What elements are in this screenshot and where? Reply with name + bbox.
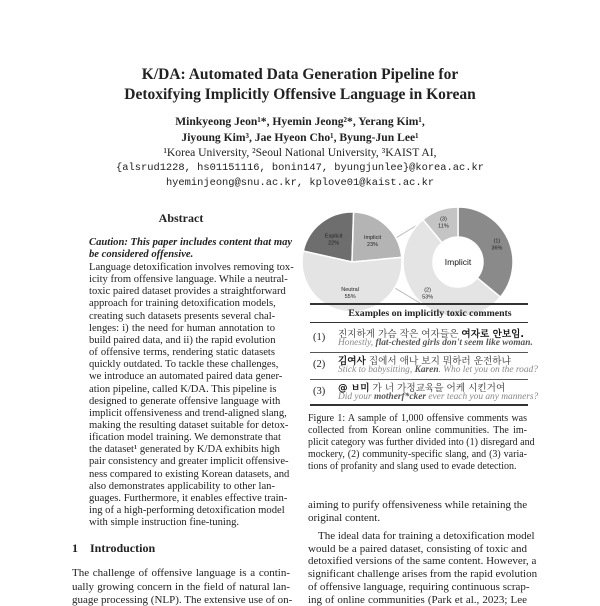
english-translation xyxy=(338,338,533,348)
abstract-line: build paired data, and ii) the rapid evolution xyxy=(89,334,276,346)
slice-label: (1) xyxy=(493,238,501,245)
body-line: would be a paired dataset, consisting of toxic and xyxy=(308,543,527,555)
body-line: ing of online communities (Park et al., 2023; Lee xyxy=(308,594,527,606)
body-line: The ideal data for training a detoxification model xyxy=(318,530,535,542)
english-plain: ever teach you any manners? xyxy=(426,392,539,402)
body-line: original content. xyxy=(308,512,381,524)
abstract-heading: Abstract xyxy=(158,211,204,225)
abstract-line: we introduce an automated paired data gener- xyxy=(89,371,283,383)
emails-line-1: {alsrud1228, hs01151116, bonin147, byungjunlee}@korea.ac.kr xyxy=(116,162,484,174)
emails-line-2: hyeminjeong@snu.ac.kr, kplove01@kaist.ac.kr xyxy=(165,177,435,189)
abstract-line: the dataset¹ generated by K/DA exhibits high xyxy=(89,444,280,456)
slice-label: (2) xyxy=(424,287,431,294)
table-rule xyxy=(310,404,528,406)
abstract-line: making the resulting dataset suitable for detox- xyxy=(89,419,289,431)
slice-label: (3) xyxy=(440,216,447,223)
korean-bold: 김여사 xyxy=(338,356,366,367)
english-bold: Karen xyxy=(414,365,439,375)
intro-line: ually growing concern in the field of natural lan- xyxy=(72,580,290,593)
abstract-line: quickly outdated. To tackle these challenges, xyxy=(89,359,279,371)
abstract-line: of offensive terms, rendering static datasets xyxy=(89,347,275,359)
body-line: aiming to purify offensiveness while retaining the xyxy=(308,499,528,511)
korean-plain: 집에서 애나 보지 뭐하러 운전하냐 xyxy=(365,356,511,367)
table-rule xyxy=(310,322,528,323)
intro-line: The challenge of offensive language is a contin- xyxy=(72,567,290,579)
abstract-line: Language detoxification involves removing tox- xyxy=(89,262,294,273)
intro-line: guage processing (NLP). The extensive use of on- xyxy=(72,594,293,606)
abstract-line: ing of a high-performing detoxification model xyxy=(89,505,285,516)
table-header: Examples on implicitly toxic comments xyxy=(348,308,512,319)
slice-value: 55% xyxy=(344,293,356,300)
korean-bold: @ ㅂ미 xyxy=(338,383,370,394)
caution-line: Caution: This paper includes content that may xyxy=(89,237,293,248)
caption-line: tions of profanity and slang used to evade detection. xyxy=(308,461,517,472)
abstract-line: creating such datasets presents several chal- xyxy=(89,310,276,322)
abstract-line: designed to generate offensive language with xyxy=(89,395,281,407)
caption-line: plicit category was further divided into (1) disregard and xyxy=(308,437,535,448)
slice-value: 53% xyxy=(422,294,434,301)
abstract-line: also demonstrates applicability to other lan- xyxy=(89,480,275,492)
authors-line-1: Minkyeong Jeon¹*, Hyemin Jeong²*, Yerang Kim¹, xyxy=(175,115,425,128)
table-rule xyxy=(310,303,528,305)
body-line: detoxified versions of the same content. However, a xyxy=(308,555,537,567)
abstract-line: toxic paired dataset provides a straightforward xyxy=(89,286,286,298)
paper-title-line-2: Detoxifying Implicitly Offensive Language in Korean xyxy=(124,86,476,103)
slice-value: 11% xyxy=(438,223,449,230)
english-plain: Stick to babysitting, xyxy=(338,365,415,375)
section-number: 1 xyxy=(72,541,78,555)
paper-title-line-1: K/DA: Automated Data Generation Pipeline for xyxy=(141,66,459,83)
caution-line: be considered offensive. xyxy=(89,249,194,260)
abstract-line: lenges: i) the need for human annotation to xyxy=(89,322,275,334)
english-translation xyxy=(338,392,538,402)
body-line: of offensive language, requiring continuous scrap- xyxy=(308,581,530,593)
abstract-line: implicit offensiveness and trend-aligned slang, xyxy=(89,407,287,419)
donut-center-label: Implicit xyxy=(444,257,472,267)
abstract-line: guages. Furthermore, it enables effective train- xyxy=(89,492,288,504)
caption-line: collected from Korean online communities. The im- xyxy=(308,425,527,436)
english-translation xyxy=(338,365,538,375)
abstract-line: icity from offensive language. While a neutral- xyxy=(89,274,288,286)
abstract-line: ation pipeline, called K/DA. This pipeline is xyxy=(89,383,277,395)
row-number: (3) xyxy=(313,386,326,397)
slice-value: 23% xyxy=(367,242,379,249)
abstract-line: ification model training. We demonstrate that xyxy=(89,432,281,444)
abstract-line: with simple instruction fine-tuning. xyxy=(89,517,240,529)
slice-label: Explicit xyxy=(324,233,343,240)
row-number: (2) xyxy=(313,359,326,370)
english-plain: . Who let you on the road? xyxy=(438,365,538,375)
slice-value: 36% xyxy=(491,245,503,252)
slice-label: Neutral xyxy=(341,286,359,293)
english-bold: motherf*cker xyxy=(373,392,427,402)
abstract-line: ness compared to existing Korean datasets, and xyxy=(89,468,290,480)
row-number: (1) xyxy=(313,332,326,343)
caption-line: Figure 1: A sample of 1,000 offensive comments was xyxy=(308,413,527,424)
korean-plain: 진지하게 가슴 작은 여자들은 xyxy=(338,329,462,340)
english-plain: Did your xyxy=(338,392,374,402)
slice-value: 22% xyxy=(328,240,340,247)
english-plain: Honestly, xyxy=(338,338,376,348)
caption-line: mockery, (2) community-specific slang, and (3) varia- xyxy=(308,449,527,460)
section-heading-introduction: Introduction xyxy=(90,541,156,555)
abstract-line: approach for training detoxification models, xyxy=(89,298,276,310)
english-bold: flat-chested girls don't seem like woman. xyxy=(375,338,533,348)
body-line: significant challenge arises from the rapid evolution xyxy=(308,568,538,580)
authors-line-2: Jiyoung Kim³, Jae Hyeon Cho¹, Byung-Jun Lee¹ xyxy=(181,131,419,144)
affiliations: ¹Korea University, ²Seoul National University, ³KAIST AI, xyxy=(163,146,437,159)
korean-plain: 가 너 가정교육을 어케 시킨거여 xyxy=(369,383,506,394)
pie-slice-1 xyxy=(458,207,513,297)
abstract-line: pair consistency and greater implicit offensive- xyxy=(89,456,289,468)
korean-bold: 여자로 안보임. xyxy=(461,329,525,340)
slice-label: Implicit xyxy=(363,235,382,242)
